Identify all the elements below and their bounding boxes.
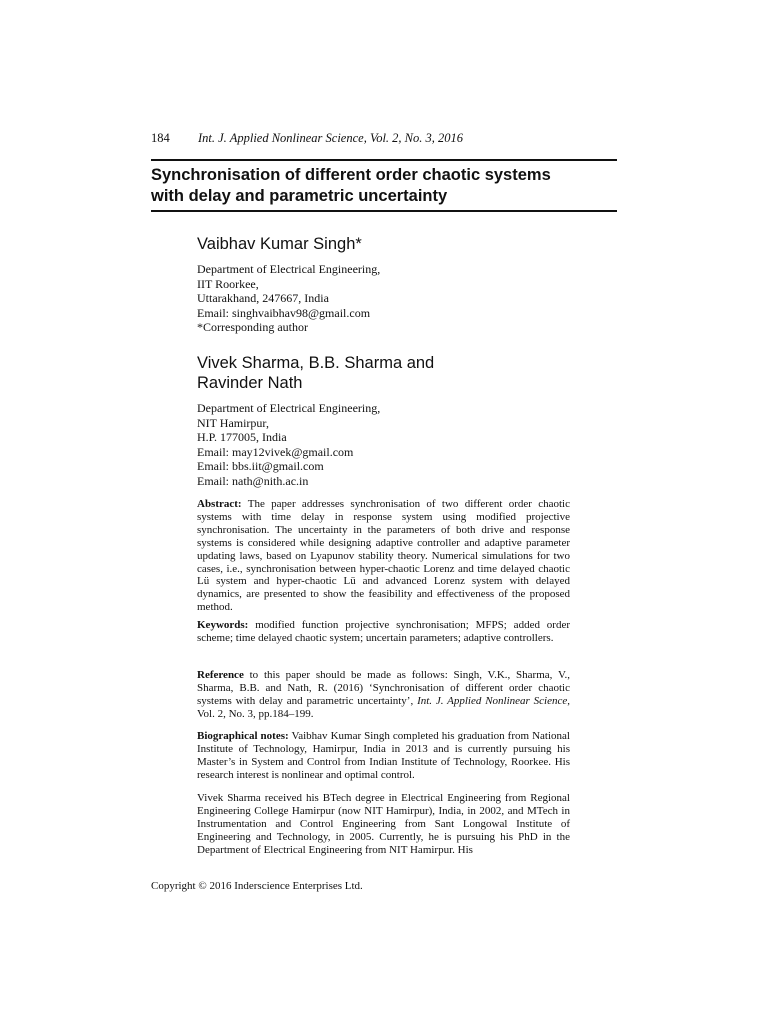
- running-header: [151, 131, 463, 146]
- abstract-label: Abstract:: [197, 498, 242, 510]
- affiliation-line: NIT Hamirpur,: [197, 415, 269, 430]
- keywords-label: Keywords:: [197, 619, 249, 631]
- affiliation-line: H.P. 177005, India: [197, 430, 287, 444]
- biographical-label: Biographical notes:: [197, 730, 289, 742]
- title-top-rule: [151, 159, 617, 161]
- reference-text: to this paper should be made as follows: Singh, V.K., Sharma, V., Sharma, B.B. and Nath, R. (2016) ‘Synchronisation of different order chaotic systems with delay and parametric uncertainty’,: [197, 669, 571, 707]
- biographical-text: Vaibhav Kumar Singh completed his graduation from National Institute of Technology, Hamirpur, India in 2013 and is currently pursuing his Master’s in System and Control from Indian Institute of Technology, Roorkee. His research interest is nonlinear and optimal control.: [197, 730, 570, 781]
- title-line-2: with delay and parametric uncertainty: [151, 187, 448, 205]
- affiliation-line: Department of Electrical Engineering,: [197, 262, 381, 276]
- reference: [197, 669, 570, 721]
- copyright-notice: Copyright © 2016 Inderscience Enterprises Ltd.: [151, 880, 363, 892]
- biographical-note-2: Vivek Sharma received his BTech degree in Electrical Engineering from Regional Engineering College Hamirpur (now NIT Hamirpur), India, in 2002, and MTech in Instrumentation and Control Engineering from Sant Longowal Institute of Engineering and Technology, in 2005. Currently, he is pursuing his PhD in the Department of Electrical Engineering from NIT Hamirpur. His: [197, 792, 570, 856]
- affiliation-line: Uttarakhand, 247667, India: [197, 291, 329, 305]
- corresponding-author-note: *Corresponding author: [197, 320, 308, 334]
- title-bottom-rule: [151, 210, 617, 212]
- author-2-name-line-1: Vivek Sharma, B.B. Sharma and: [197, 354, 435, 372]
- keywords-text: modified function projective synchronisation; MFPS; added order scheme; time delayed chaotic system; uncertain parameters; adaptive controllers.: [197, 619, 571, 644]
- author-1-affiliation: [197, 262, 380, 335]
- author-2-names: [197, 353, 537, 393]
- author-1-email: Email: singhvaibhav98@gmail.com: [197, 305, 371, 320]
- reference-journal: Int. J. Applied Nonlinear Science: [417, 694, 568, 707]
- author-2-affiliation: [197, 401, 380, 488]
- author-4-email: Email: nath@nith.ac.in: [197, 473, 309, 488]
- reference-volume: , Vol. 2, No. 3, pp.184–199.: [197, 694, 570, 720]
- reference-label: Reference: [197, 669, 244, 681]
- journal-citation: Int. J. Applied Nonlinear Science, Vol. 2, No. 3, 2016: [198, 131, 464, 145]
- author-1-name: Vaibhav Kumar Singh*: [197, 235, 362, 253]
- author-2-email: Email: may12vivek@gmail.com: [197, 444, 354, 459]
- abstract-text: The paper addresses synchronisation of two different order chaotic systems with time delay in response system using modified projective synchronisation. The uncertainty in the parameters of both drive and response systems is considered while designing adaptive controller and adaptive parameter updating laws, based on Lyapunov stability theory. Numerical simulations for two cases, i.e., synchronisation between hyper-chaotic Lorenz and time delayed chaotic Lü system and hyper-chaotic Lü and advanced Lorenz system with delayed dynamics, are presented to show the feasibility and effectiveness of the proposed method.: [197, 498, 570, 614]
- affiliation-line: Department of Electrical Engineering,: [197, 401, 381, 415]
- abstract: [197, 498, 570, 614]
- paper-title: [151, 165, 621, 207]
- author-3-email: Email: bbs.iit@gmail.com: [197, 459, 324, 473]
- author-2-name-line-2: Ravinder Nath: [197, 374, 303, 392]
- title-line-1: Synchronisation of different order chaotic systems: [151, 166, 551, 184]
- affiliation-line: IIT Roorkee,: [197, 276, 259, 291]
- page-number: 184: [151, 131, 170, 145]
- keywords: [197, 619, 570, 645]
- biographical-notes: [197, 730, 570, 782]
